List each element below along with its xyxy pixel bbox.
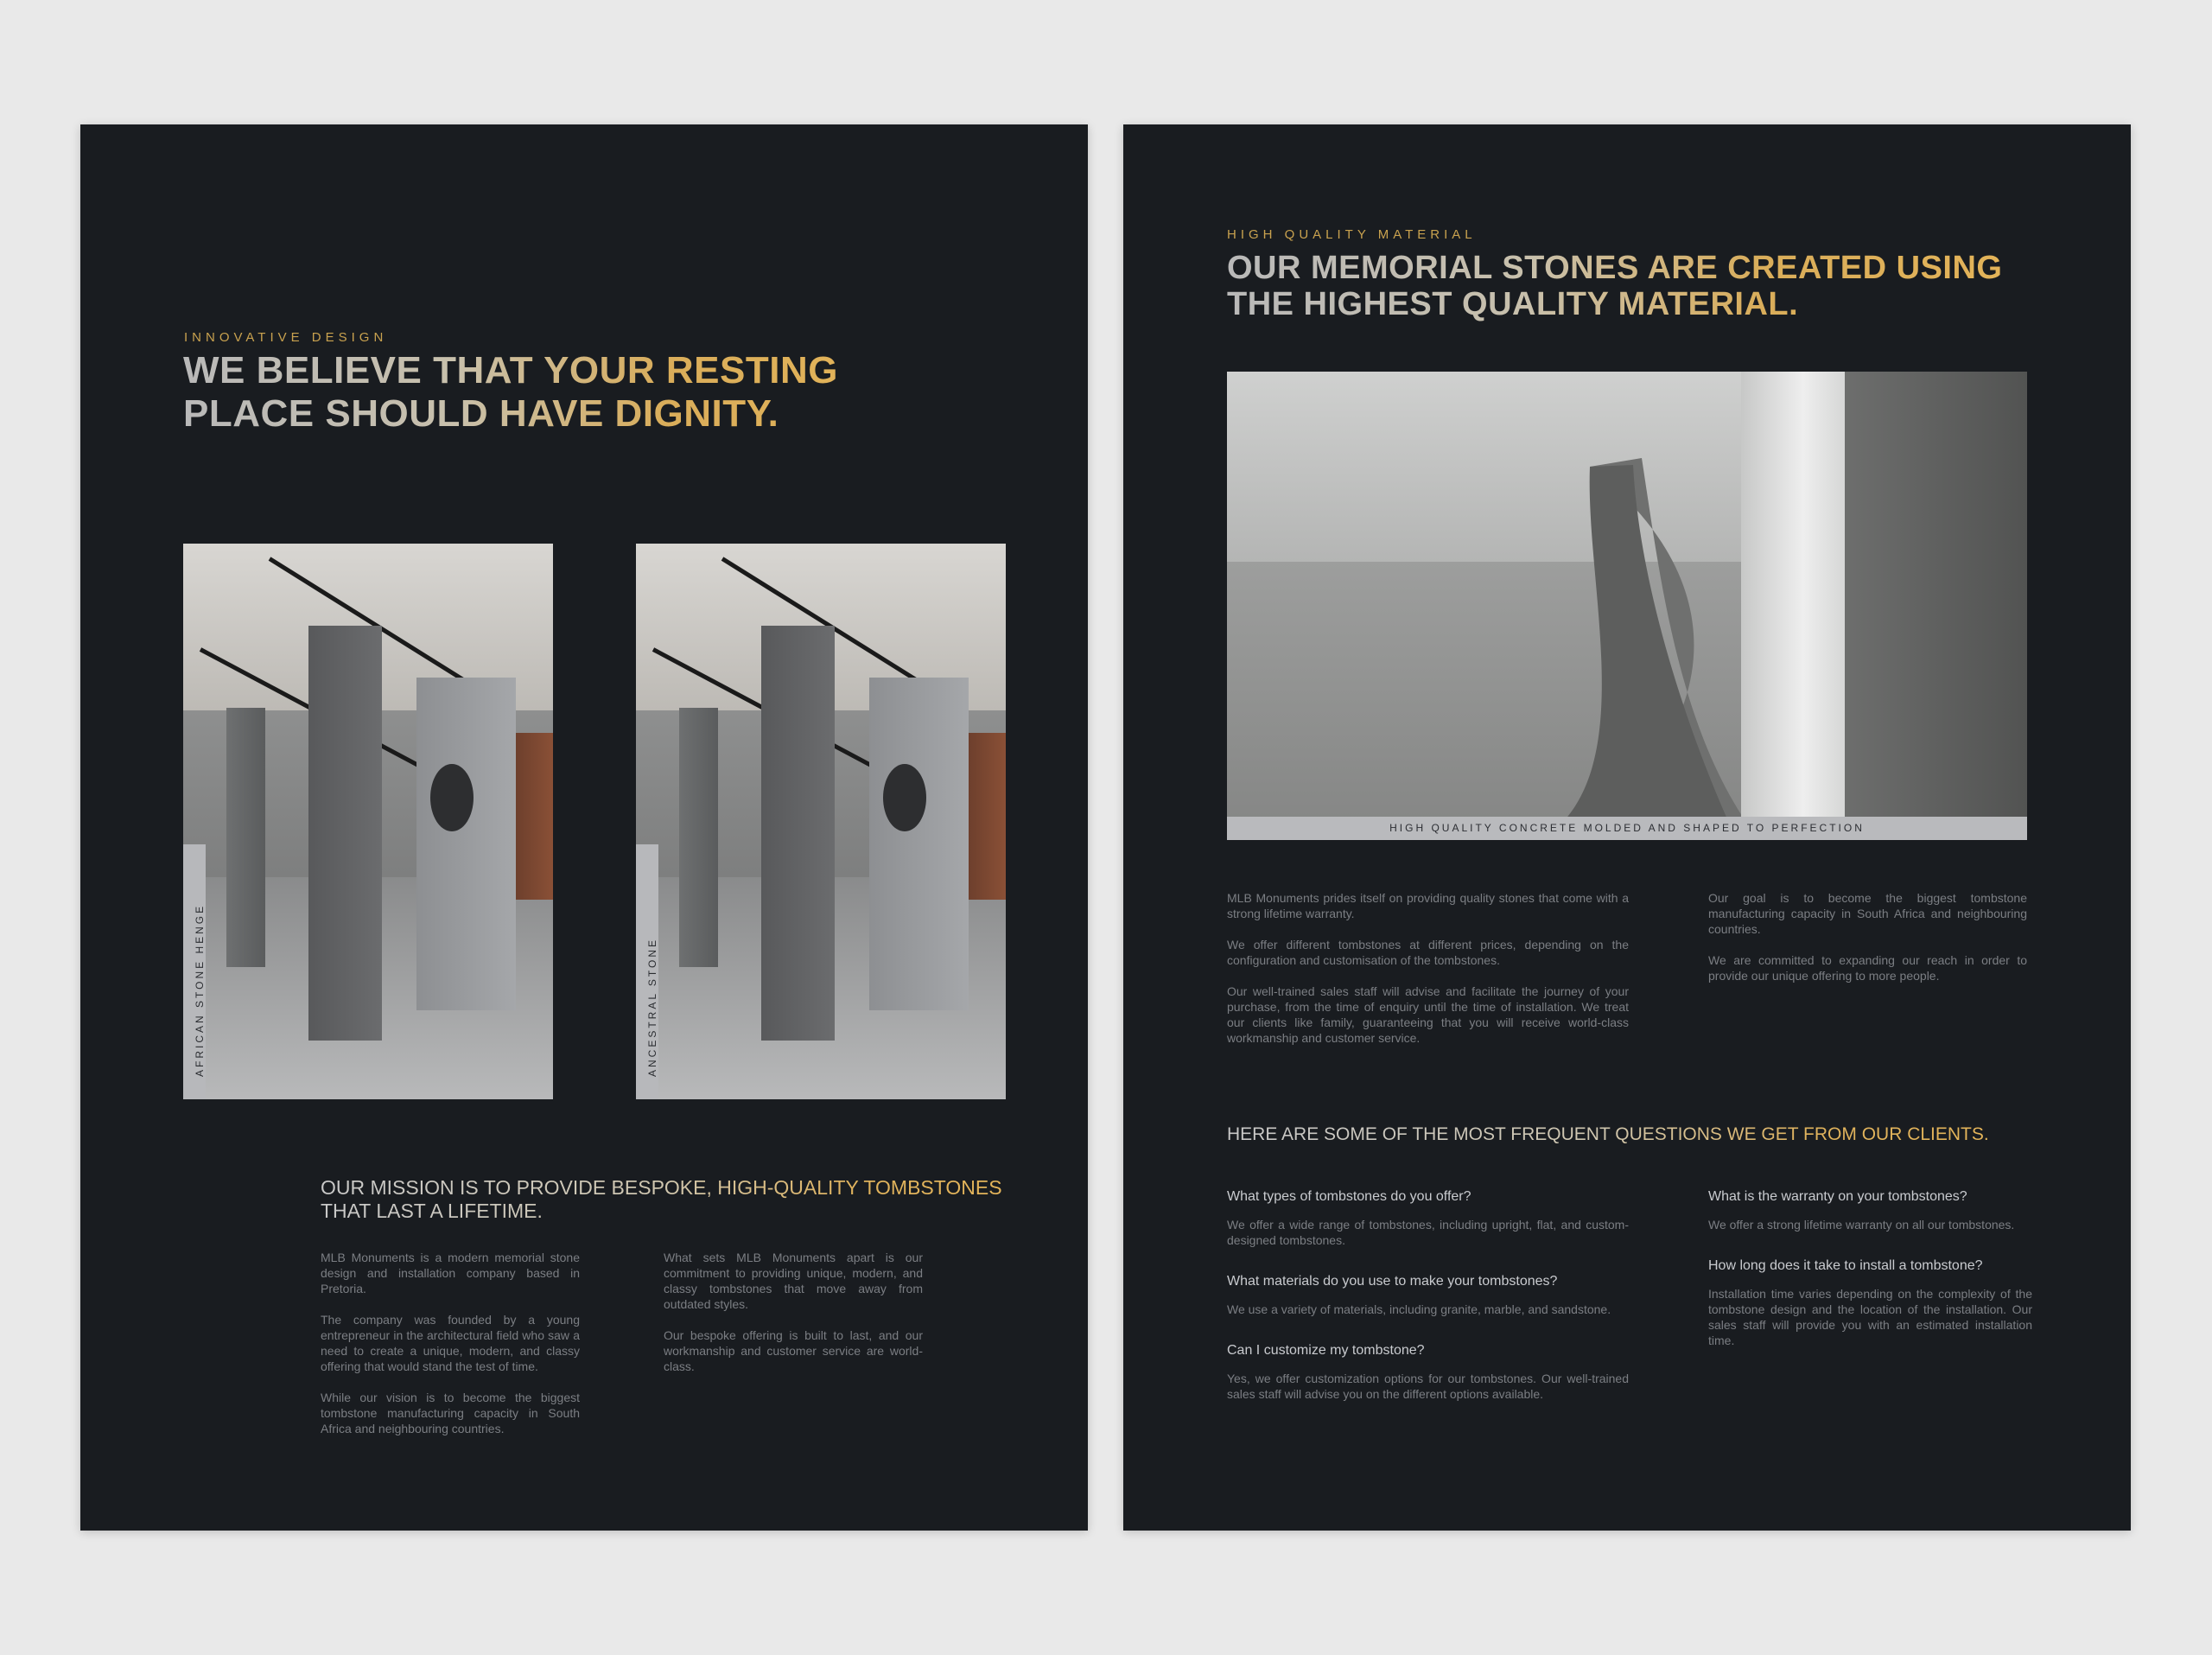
image-label-2: ANCESTRAL STONE [636,844,658,1099]
left-page [80,124,1088,1531]
right-headline [1227,250,2091,322]
right-headline-line-1: OUR MEMORIAL STONES ARE CREATED USING [1227,250,2091,286]
concrete-photo-caption: HIGH QUALITY CONCRETE MOLDED AND SHAPED TO PERFECTION [1227,817,2027,840]
left-headline-line-1: WE BELIEVE THAT YOUR RESTING [183,349,961,392]
interior-photo-1 [183,544,553,1099]
right-page [1123,124,2131,1531]
image-label-1: AFRICAN STONE HENGE [183,844,206,1099]
concrete-photo [1227,372,2027,840]
left-headline [183,349,961,436]
left-headline-line-2: PLACE SHOULD HAVE DIGNITY. [183,392,961,436]
interior-photo-2 [636,544,1006,1099]
faq-heading: HERE ARE SOME OF THE MOST FREQUENT QUESTIONS WE GET FROM OUR CLIENTS. [1227,1123,2056,1146]
faq-item: What is the warranty on your tombstones? We offer a strong lifetime warranty on all our tombstones. [1708,1189,2015,1232]
faq-left-column [1227,1189,1629,1428]
left-body-column-1: MLB Monuments is a modern memorial stone design and installation company based in Pretoria. The company was founded by a young entrepreneur in the architectural field who saw a need to create a unique, modern, and classy offering that would stand the test of time. While our vision is to become the biggest tombstone manufacturing capacity in South Africa and neighbouring countries. [321,1251,580,1435]
mission-line-2: THAT LAST A LIFETIME. [321,1200,1081,1223]
faq-right-column [1708,1189,2032,1374]
mission-line-1: OUR MISSION IS TO PROVIDE BESPOKE, HIGH-QUALITY TOMBSTONES [321,1176,1081,1200]
faq-item: Can I customize my tombstone? Yes, we offer customization options for our tombstones. Our well-trained sales staff will advise you on the different options available. [1227,1343,1629,1401]
mission-statement [321,1176,1081,1223]
eyebrow-high-quality-material: HIGH QUALITY MATERIAL [1227,227,1477,242]
faq-item: What types of tombstones do you offer? We offer a wide range of tombstones, including upright, flat, and custom-designed tombstones. [1227,1189,1629,1247]
left-body-column-2: What sets MLB Monuments apart is our commitment to providing unique, modern, and classy tombstones that move away from outdated styles. Our bespoke offering is built to last, and our workmanship and customer service are world-class. [664,1251,923,1373]
right-body-column-2: Our goal is to become the biggest tombstone manufacturing capacity in South Africa and neighbouring countries. We are committed to expanding our reach in order to provide our unique offering to more people. [1708,891,2027,983]
faq-item: What materials do you use to make your tombstones? We use a variety of materials, including granite, marble, and sandstone. [1227,1274,1611,1316]
eyebrow-innovative-design: INNOVATIVE DESIGN [184,330,388,345]
right-headline-line-2: THE HIGHEST QUALITY MATERIAL. [1227,286,2091,322]
faq-item: How long does it take to install a tombstone? Installation time varies depending on the complexity of the tombstone design and the location of the installation. Our sales staff will provide you with an estimated installation time. [1708,1258,2032,1347]
right-body-column-1: MLB Monuments prides itself on providing quality stones that come with a strong lifetime warranty. We offer different tombstones at different prices, depending on the configuration and customisation of the tombstones. Our well-trained sales staff will advise and facilitate the journey of your purchase, from the time of enquiry until the time of installation. We treat our clients like family, guaranteeing that you will receive world-class workmanship and customer service. [1227,891,1629,1045]
